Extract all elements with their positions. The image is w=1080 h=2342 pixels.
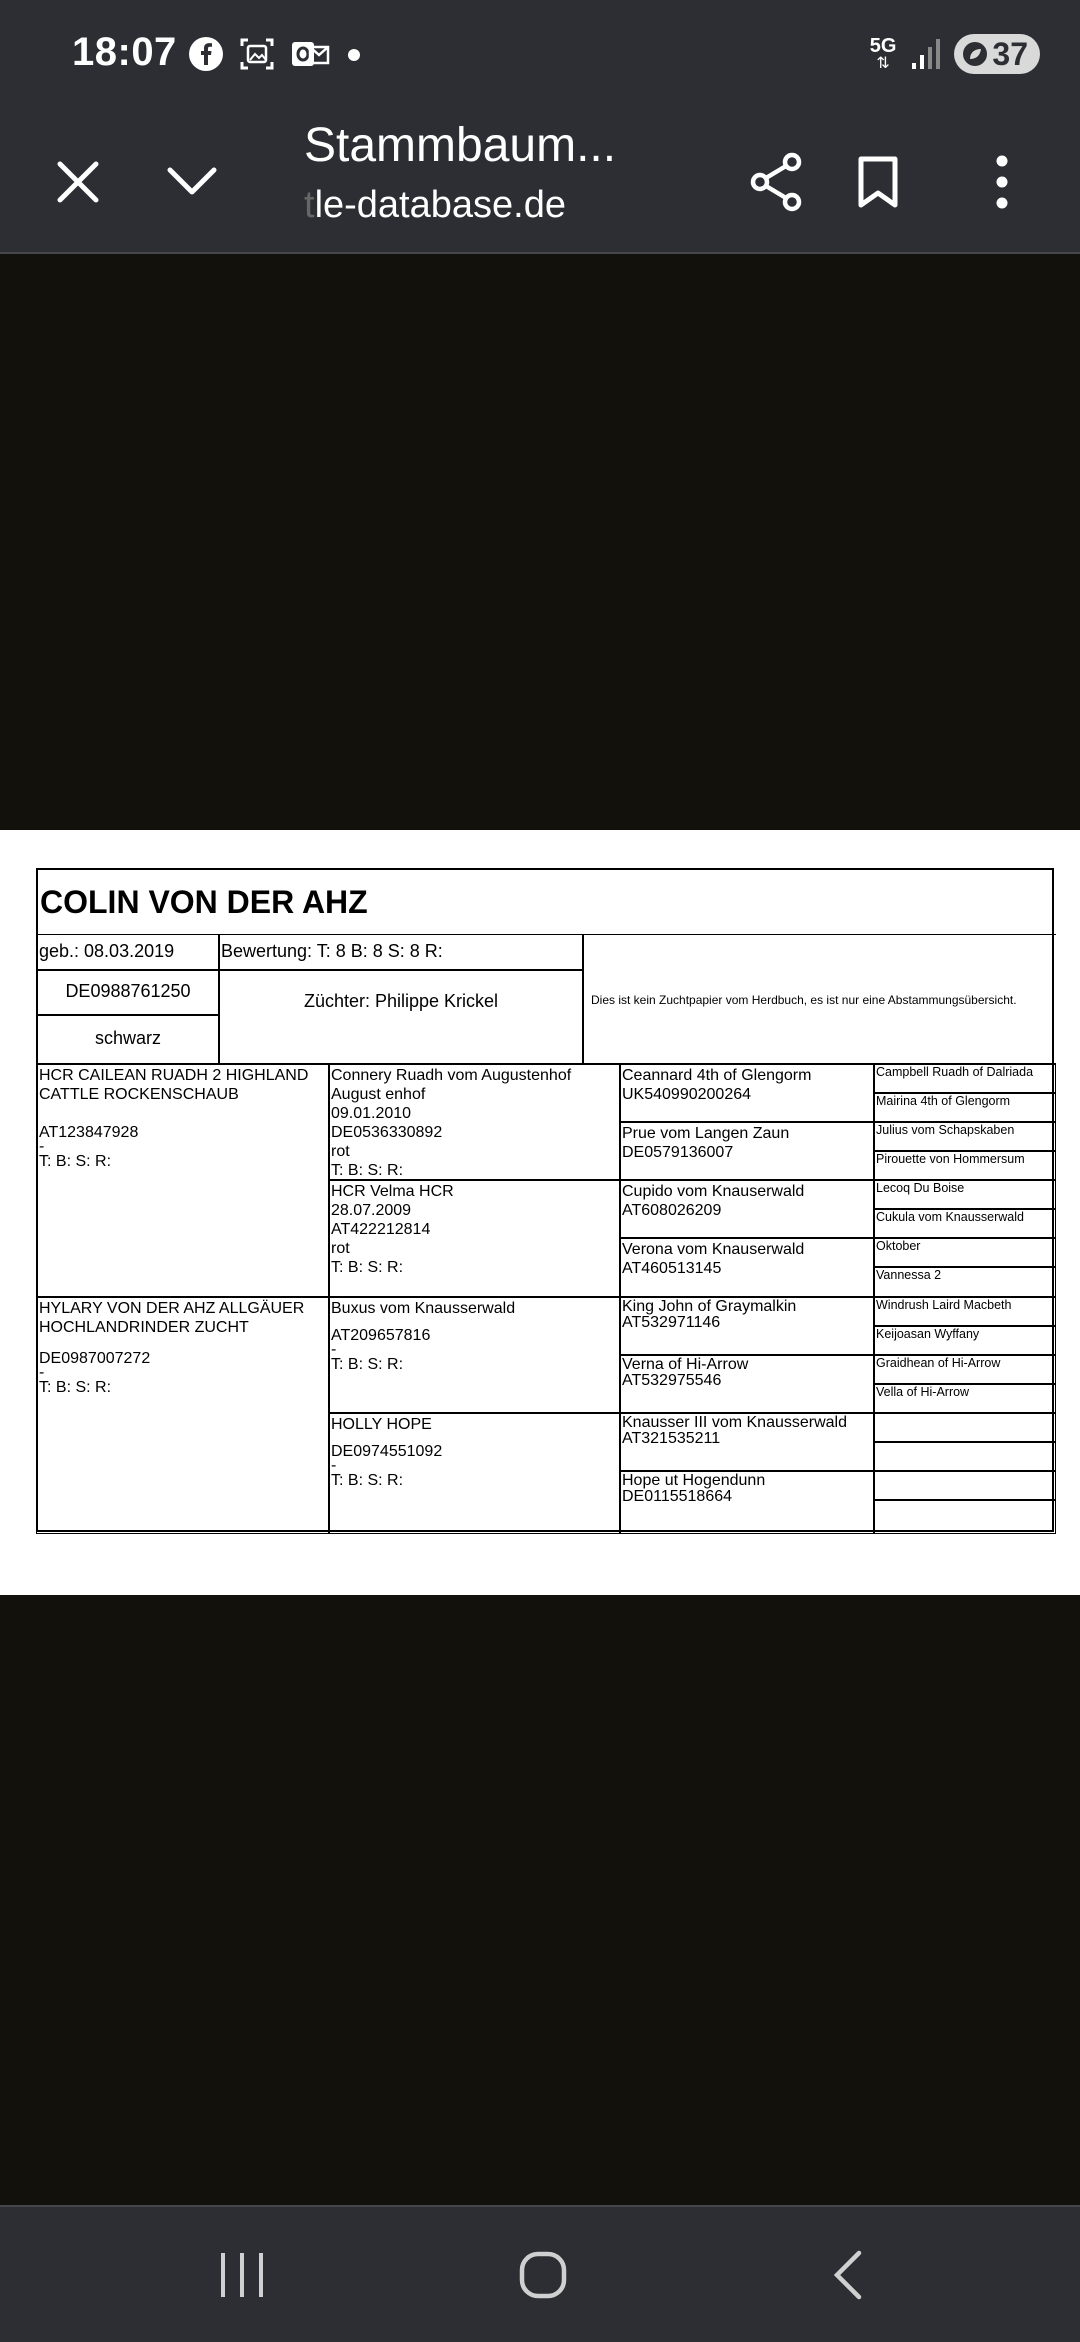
gen3-cell-5 — [619, 1296, 875, 1356]
gallery-icon — [238, 36, 276, 72]
gen2-cell-1 — [328, 1063, 621, 1181]
gen2-4-line-2 — [331, 1434, 618, 1442]
gen3-6-id: AT532975546 — [622, 1372, 722, 1389]
gen3-cell-4 — [619, 1237, 875, 1298]
dam-dash: - — [39, 1364, 45, 1381]
more-options-button[interactable] — [962, 142, 1042, 222]
gen3-cell-7 — [619, 1412, 875, 1472]
gen3-4-name: Verona vom Knauserwald — [622, 1241, 805, 1258]
gen4-cell-16 — [873, 1499, 1056, 1534]
gen2-3-line-5: T: B: S: R: — [331, 1356, 404, 1373]
gen3-1-name: Ceannard 4th of Glengorm — [622, 1067, 812, 1084]
dam-id: DE0987007272 — [39, 1350, 151, 1367]
gen3-8-name: Hope ut Hogendunn — [622, 1472, 766, 1489]
share-icon — [748, 152, 804, 212]
gen2-2-line-3: AT422212814 — [331, 1221, 431, 1238]
gen3-7-id: AT321535211 — [622, 1430, 721, 1447]
back-button[interactable] — [815, 2243, 879, 2307]
battery-indicator — [954, 34, 1040, 74]
gen2-3-line-4: - — [331, 1341, 337, 1358]
gen4-cell-7: Oktober — [873, 1237, 1056, 1268]
battery-level: 37 — [992, 35, 1028, 72]
url-host-text: le-database.de — [314, 184, 566, 226]
gen2-2-line-5: T: B: S: R: — [331, 1259, 404, 1276]
dot-icon — [344, 36, 364, 72]
battery-saver-icon — [962, 41, 988, 67]
page-title[interactable]: Stammbaum... — [304, 119, 617, 172]
network-label: 5G — [869, 35, 897, 57]
sire-dash: - — [39, 1138, 45, 1155]
sire-rating: T: B: S: R: — [39, 1153, 112, 1170]
gen3-2-name: Prue vom Langen Zaun — [622, 1125, 790, 1142]
close-icon — [56, 160, 100, 204]
status-time: 18:07 — [72, 30, 177, 74]
gen2-4-line-5: T: B: S: R: — [331, 1472, 404, 1489]
gen3-5-id: AT532971146 — [622, 1314, 721, 1331]
gen3-cell-3 — [619, 1179, 875, 1239]
gen4-cell-1: Campbell Ruadh of Dalriada — [873, 1063, 1056, 1094]
facebook-icon — [188, 36, 224, 72]
gen2-4-line-1: HOLLY HOPE — [331, 1416, 432, 1433]
gen4-cell-3: Julius vom Schapskaben — [873, 1121, 1056, 1152]
gen4-cell-5: Lecoq Du Boise — [873, 1179, 1056, 1210]
home-button[interactable] — [511, 2243, 575, 2307]
animal-id: DE0988761250 — [36, 969, 220, 1016]
sire-cell — [36, 1063, 330, 1298]
gen3-6-name: Verna of Hi-Arrow — [622, 1356, 749, 1373]
gen3-3-id: AT608026209 — [622, 1202, 722, 1219]
signal-icon — [910, 37, 940, 71]
gen2-cell-4 — [328, 1412, 621, 1534]
dam-cell — [36, 1296, 330, 1534]
gen3-4-id: AT460513145 — [622, 1260, 722, 1277]
network-5g-icon: 5G ⇅ — [869, 35, 897, 72]
system-status — [870, 34, 1040, 74]
status-bar — [0, 0, 1080, 112]
gen2-1-line-1: Connery Ruadh vom Augustenhof August enhof — [331, 1067, 572, 1103]
gen2-2-line-2: 28.07.2009 — [331, 1202, 412, 1219]
gen4-cell-10: Keijoasan Wyffany — [873, 1325, 1056, 1356]
outlook-icon — [290, 36, 330, 72]
breeder: Züchter: Philippe Krickel — [218, 969, 584, 1065]
gen2-3-line-2 — [331, 1318, 618, 1326]
url-host[interactable] — [304, 184, 566, 227]
gen2-1-line-3: DE0536330892 — [331, 1124, 443, 1141]
recents-icon — [219, 2251, 265, 2299]
dam-name: HYLARY VON DER AHZ ALLGÄUER HOCHLANDRINDER ZUCHT — [39, 1300, 305, 1336]
gen3-8-id: DE0115518664 — [622, 1488, 733, 1505]
gen2-1-line-2: 09.01.2010 — [331, 1105, 412, 1122]
gen3-cell-6 — [619, 1354, 875, 1414]
gen4-cell-2: Mairina 4th of Glengorm — [873, 1092, 1056, 1123]
gen2-3-line-1: Buxus vom Knausserwald — [331, 1300, 516, 1317]
dam-rating: T: B: S: R: — [39, 1379, 112, 1396]
gen2-3-line-3: AT209657816 — [331, 1327, 431, 1344]
bookmark-icon — [857, 155, 899, 209]
pedigree-document[interactable] — [0, 830, 1080, 1595]
sire-id: AT123847928 — [39, 1124, 139, 1141]
gen4-cell-15 — [873, 1470, 1056, 1501]
gen2-2-line-4: rot — [331, 1240, 350, 1257]
gen3-cell-1 — [619, 1063, 875, 1123]
pedigree-table — [36, 868, 1054, 1532]
animal-name: COLIN VON DER AHZ — [40, 884, 368, 920]
gen2-cell-3 — [328, 1296, 621, 1414]
home-icon — [518, 2250, 568, 2300]
rating: Bewertung: T: 8 B: 8 S: 8 R: — [218, 934, 584, 971]
gen2-4-line-3: DE0974551092 — [331, 1443, 443, 1460]
chevron-down-icon — [166, 166, 218, 198]
close-button[interactable] — [38, 142, 118, 222]
gen3-cell-8 — [619, 1470, 875, 1534]
gen2-4-line-4: - — [331, 1457, 337, 1474]
gen4-cell-12: Vella of Hi-Arrow — [873, 1383, 1056, 1414]
gen2-1-line-4: rot — [331, 1143, 350, 1160]
system-nav-bar — [0, 2205, 1080, 2342]
gen3-1-id: UK540990200264 — [622, 1086, 752, 1103]
gen4-cell-13 — [873, 1412, 1056, 1443]
gen3-3-name: Cupido vom Knauserwald — [622, 1183, 805, 1200]
back-icon — [829, 2249, 865, 2301]
gen2-1-line-5: T: B: S: R: — [331, 1162, 404, 1179]
notification-icons — [188, 36, 364, 72]
gen4-cell-4: Pirouette von Hommersum — [873, 1150, 1056, 1181]
share-button[interactable] — [736, 142, 816, 222]
url-host-faded: t — [304, 184, 315, 226]
sire-name: HCR CAILEAN RUADH 2 HIGHLAND CATTLE ROCKENSCHAUB — [39, 1067, 309, 1103]
gen3-5-name: King John of Graymalkin — [622, 1298, 797, 1315]
gen4-cell-14 — [873, 1441, 1056, 1472]
bookmark-button[interactable] — [838, 142, 918, 222]
gen3-2-id: DE0579136007 — [622, 1144, 734, 1161]
minimize-button[interactable] — [152, 142, 232, 222]
coat-color: schwarz — [36, 1014, 220, 1065]
gen3-cell-2 — [619, 1121, 875, 1181]
gen4-cell-8: Vannessa 2 — [873, 1266, 1056, 1298]
gen4-cell-6: Cukula vom Knausserwald — [873, 1208, 1056, 1239]
gen4-cell-11: Graidhean of Hi-Arrow — [873, 1354, 1056, 1385]
gen4-cell-9: Windrush Laird Macbeth — [873, 1296, 1056, 1327]
gen2-2-line-1: HCR Velma HCR — [331, 1183, 454, 1200]
gen3-7-name: Knausser III vom Knausserwald — [622, 1414, 847, 1431]
disclaimer: Dies ist kein Zuchtpapier vom Herdbuch, es ist nur eine Abstammungsübersicht. — [582, 934, 1056, 1065]
more-vert-icon — [994, 155, 1010, 209]
gen2-cell-2 — [328, 1179, 621, 1298]
recents-button[interactable] — [210, 2243, 274, 2307]
birth-date: geb.: 08.03.2019 — [36, 934, 220, 971]
browser-toolbar — [0, 112, 1080, 254]
